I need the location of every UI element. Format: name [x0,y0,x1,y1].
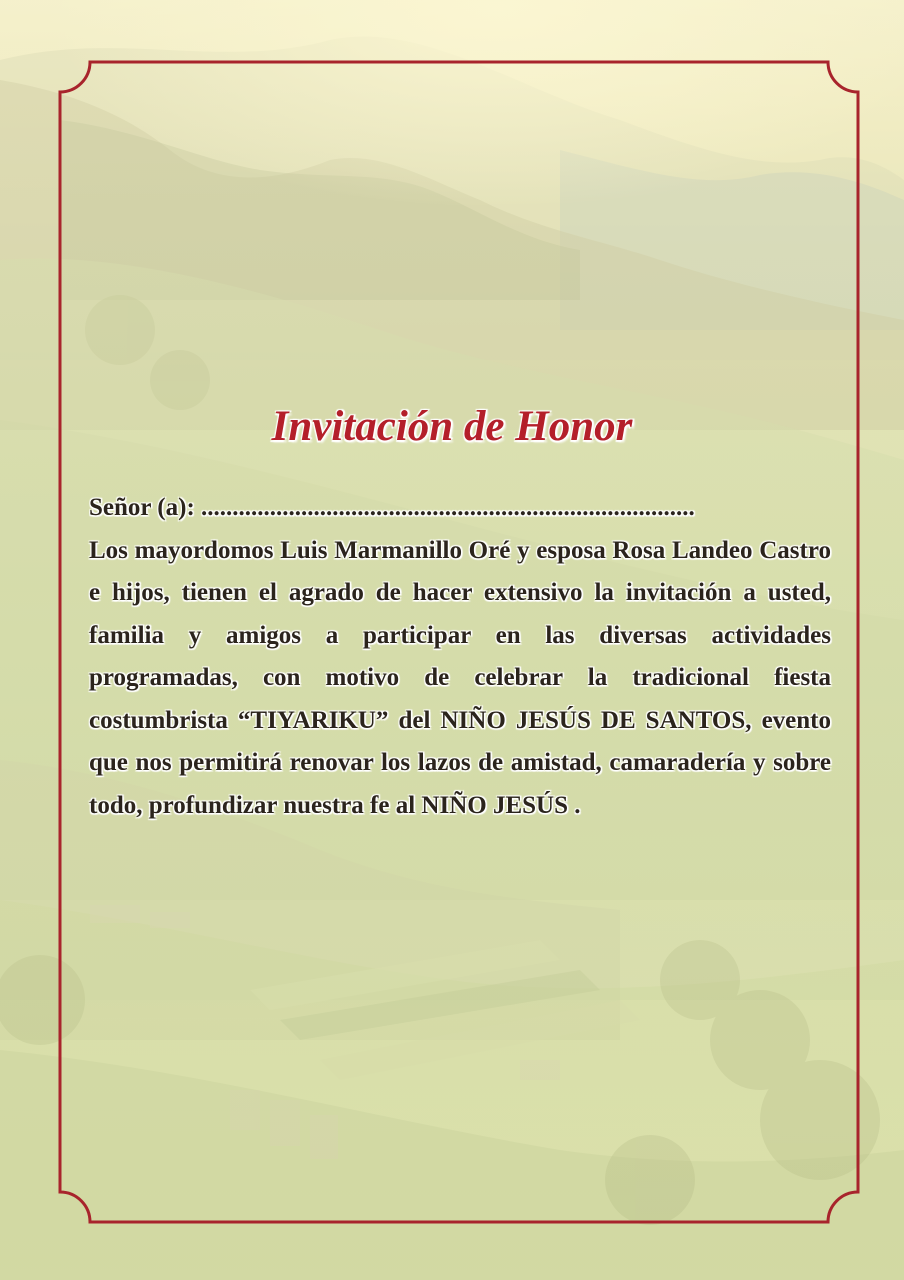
invitation-title: Invitación de Honor [271,403,633,450]
invitation-text-block [89,487,831,827]
salutation-line: Señor (a): ............................................................................... [89,494,695,521]
invitation-body: Los mayordomos Luis Marmanillo Oré y esposa Rosa Landeo Castro e hijos, tienen el agrado de hacer extensivo la invitación a usted, familia y amigos a participar en las diversas actividades programadas, con motivo de celebrar la tradicional fiesta costumbrista “TIYARIKU” del NIÑO JESÚS DE SANTOS, evento que nos permitirá renovar los lazos de amistad, camaradería y sobre todo, profundizar nuestra fe al NIÑO JESÚS . [89,536,831,819]
